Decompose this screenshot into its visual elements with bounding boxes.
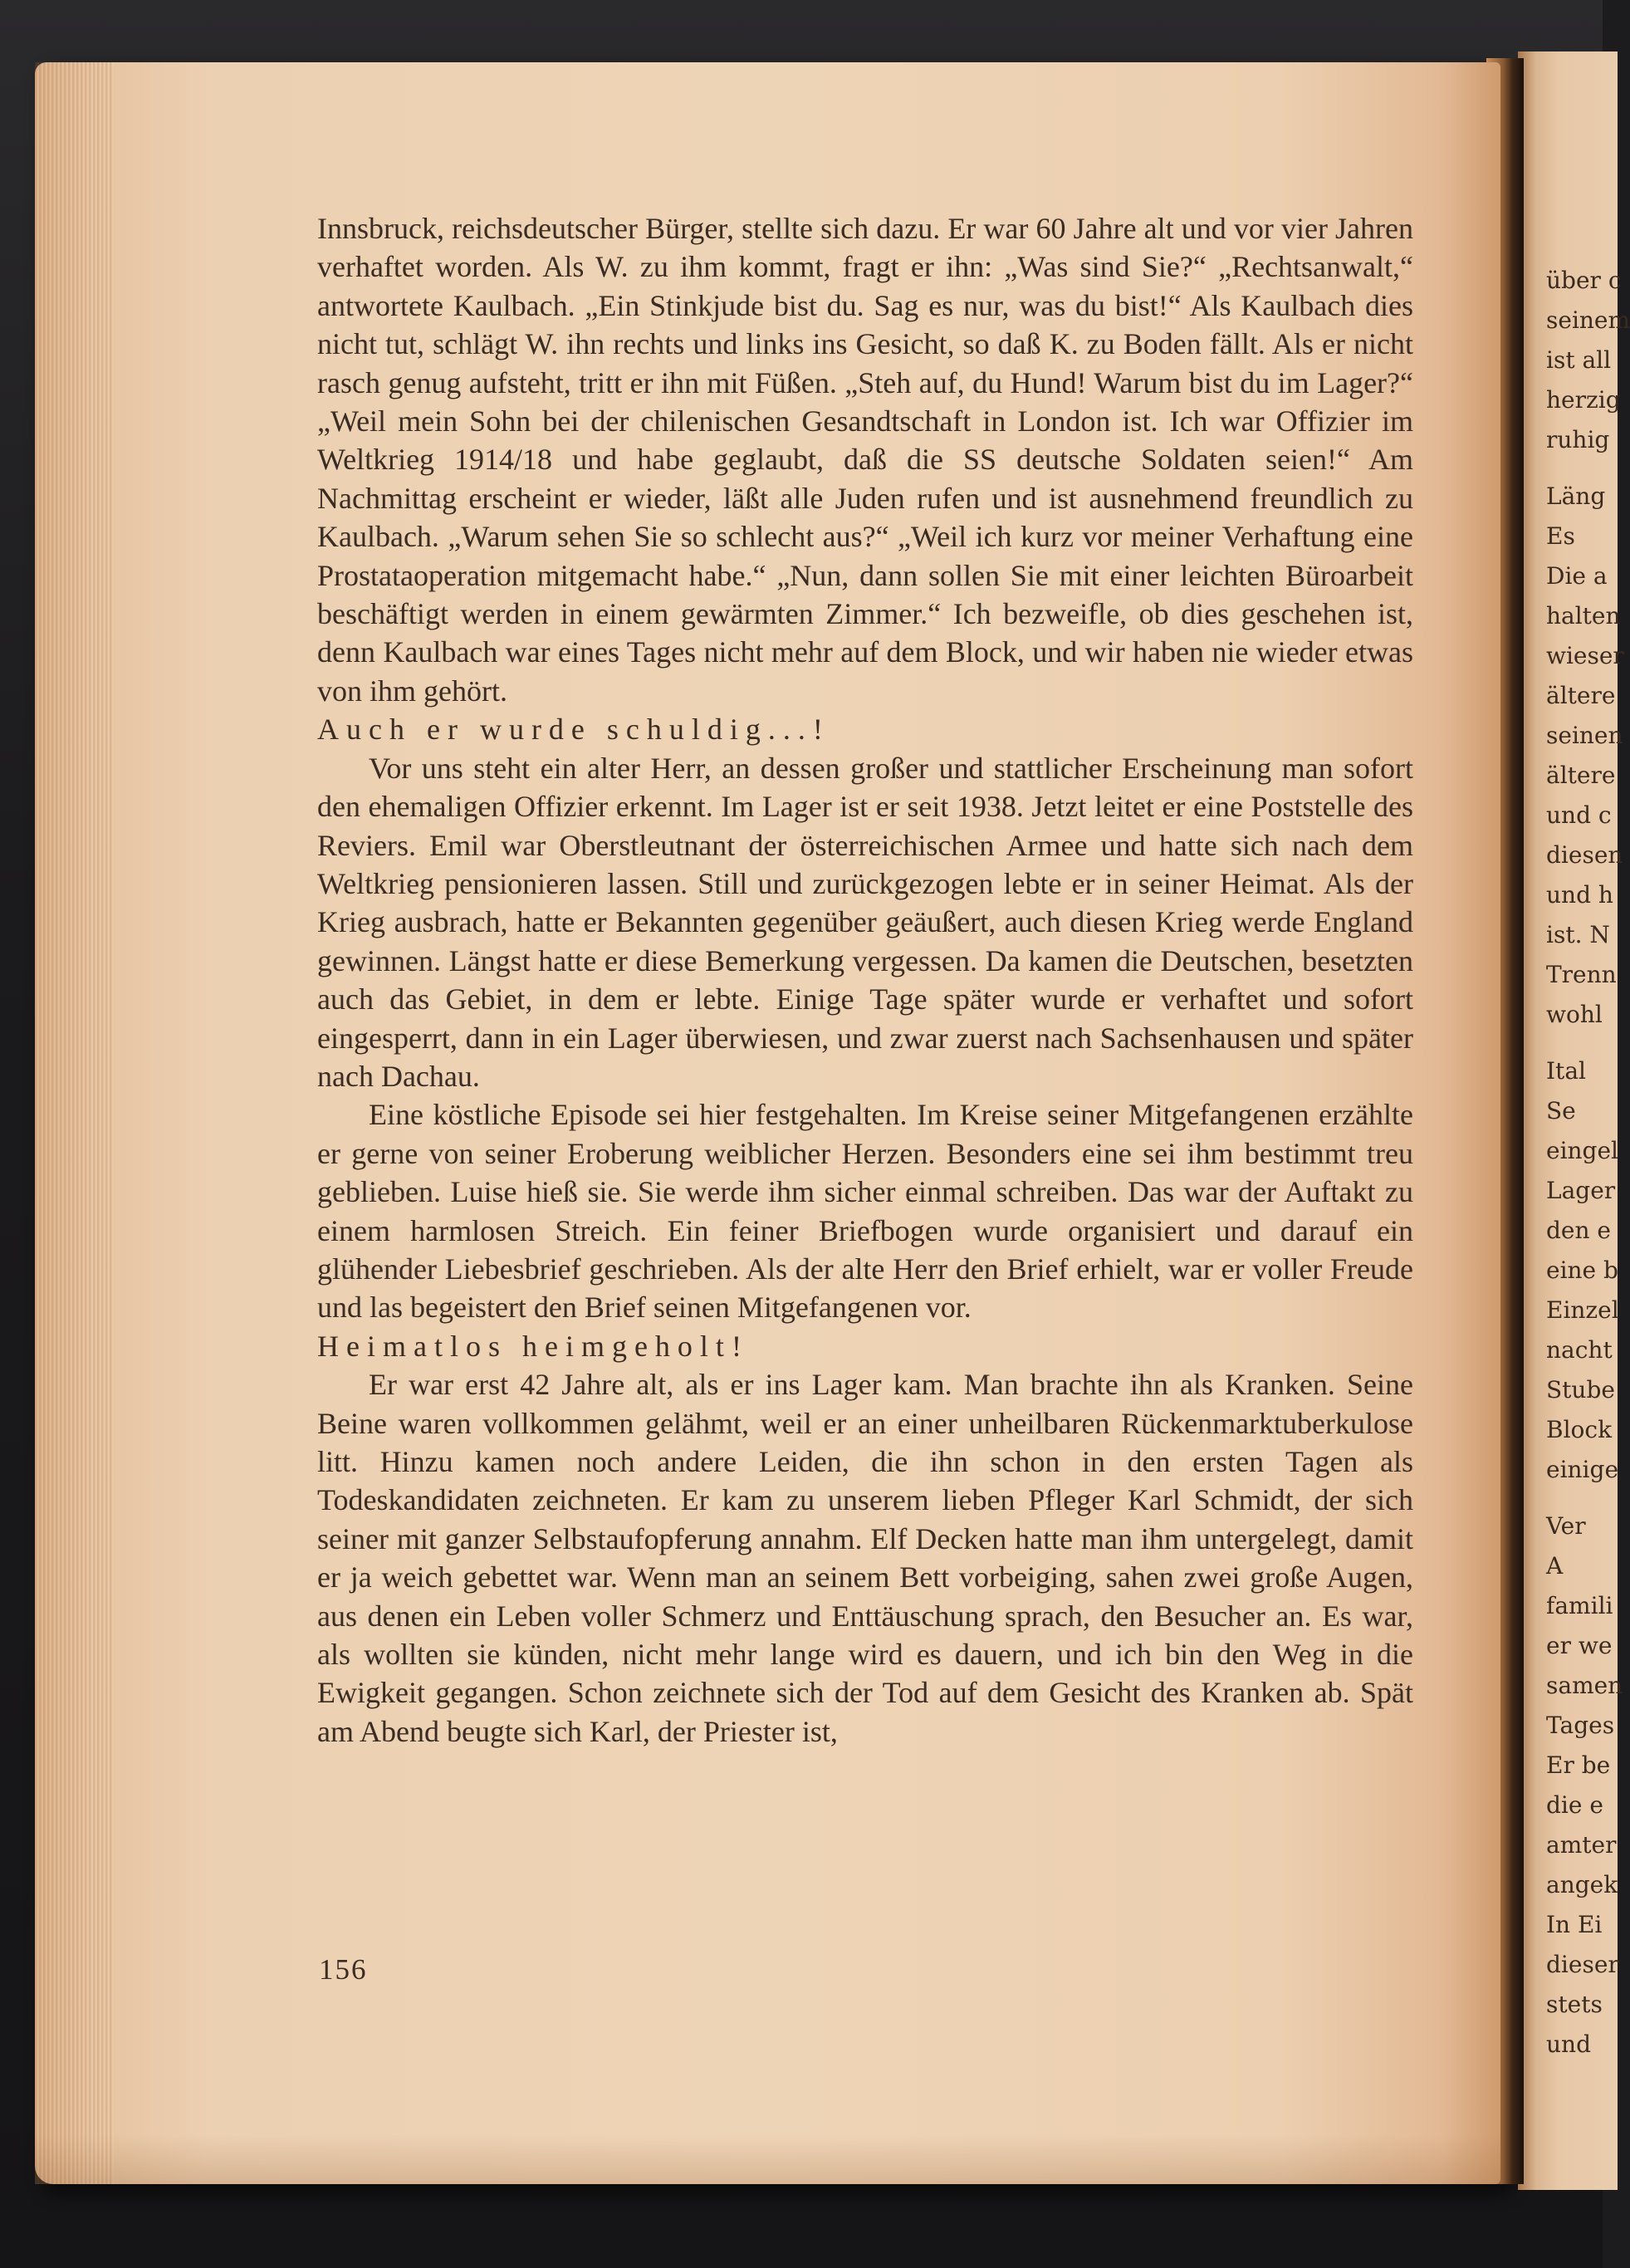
adjacent-page-fragment: die e	[1546, 1791, 1603, 1819]
adjacent-page-fragment: ist. N	[1546, 921, 1610, 948]
adjacent-page-fragment: eingel	[1546, 1137, 1619, 1164]
adjacent-page-fragment: er we	[1546, 1632, 1613, 1659]
adjacent-page-fragment: famili	[1546, 1592, 1613, 1619]
adjacent-page-fragment: ältere	[1546, 762, 1616, 789]
adjacent-page-fragment: In Ei	[1546, 1911, 1603, 1938]
adjacent-page-fragment: Es	[1546, 522, 1575, 550]
adjacent-page-fragment: ältere	[1546, 682, 1616, 709]
adjacent-page-fragment: und	[1546, 2030, 1591, 2058]
paragraph-episode: Eine köstliche Episode sei hier festgehalten. Im Kreise seiner Mitgefangenen erzählte er gerne von seiner Eroberung weiblicher Herzen. Besonders eine sei ihm bestimmt treu geblieben. Luise hieß sie. Sie werde ihm sicher einmal schreiben. Das war der Auftakt zu einem harmlosen Streich. Ein feiner Briefbogen wurde organisiert und darauf ein glühender Liebesbrief geschrieben. Als der alte Herr den Brief erhielt, war er voller Freude und las begeistert den Brief seinen Mitgefangenen vor.	[317, 1098, 1413, 1325]
adjacent-page-fragment: Trenn	[1546, 961, 1617, 988]
section-heading-auch-er-wurde-schuldig: Auch er wurde schuldig...!	[317, 713, 830, 747]
adjacent-page-fragment: Tages	[1546, 1712, 1615, 1739]
page-edge-left	[35, 62, 114, 2184]
paragraph-heimatlos: Er war erst 42 Jahre alt, als er ins Lager kam. Man brachte ihn als Kranken. Seine Beine waren vollkommen gelähmt, weil er an einer unheilbaren Rückenmarktuberkulose litt. Hinzu kamen noch andere Leiden, die ihn schon in den ersten Tagen als Todeskandidaten zeichneten. Er kam zu unserem lieben Pfleger Karl Schmidt, der sich seiner mit ganzer Selbstaufopferung annahm. Elf Decken hatte man ihm untergelegt, damit er ja weich gebettet war. Wenn man an seinem Bett vorbeiging, sahen zwei große Augen, aus denen ein Leben voller Schmerz und Enttäuschung sprach, den Besucher an. Es war, als wollten sie künden, nicht mehr lange wird es dauern, und ich bin den Weg in die Ewigkeit gegangen. Schon zeichnete sich der Tod auf dem Gesicht des Kranken ab. Spät am Abend beugte sich Karl, der Priester ist,	[317, 1368, 1413, 1748]
adjacent-page-fragment: halten	[1546, 602, 1621, 629]
page-number: 156	[319, 1953, 368, 1986]
page-body-text	[317, 209, 1413, 1751]
adjacent-page-fragment: den e	[1546, 1217, 1611, 1244]
adjacent-page-fragment: angek	[1546, 1871, 1618, 1898]
adjacent-page-fragment: ruhig	[1546, 426, 1610, 453]
adjacent-page-fragment: und c	[1546, 801, 1612, 829]
adjacent-page-fragment: ist all	[1546, 346, 1612, 374]
adjacent-page-fragment: Ital	[1546, 1057, 1586, 1085]
adjacent-page-fragment: seinen	[1546, 722, 1623, 749]
adjacent-page-fragment: seinem	[1546, 306, 1630, 334]
adjacent-page-fragment: wohl	[1546, 1001, 1603, 1028]
paragraph-kaulbach: Innsbruck, reichsdeutscher Bürger, stellte sich dazu. Er war 60 Jahre alt und vor vier Jahren verhaftet worden. Als W. zu ihm kommt, fragt er ihn: „Was sind Sie?“ „Rechtsanwalt,“ antwortete Kaulbach. „Ein Stinkjude bist du. Sag es nur, was du bist!“ Als Kaulbach dies nicht tut, schlägt W. ihn rechts und links ins Gesicht, so daß K. zu Boden fällt. Als er nicht rasch genug aufsteht, tritt er ihn mit Füßen. „Steh auf, du Hund! Warum bist du im Lager?“ „Weil mein Sohn bei der chilenischen Gesandtschaft in London ist. Ich war Offizier im Weltkrieg 1914/18 und habe geglaubt, daß die SS deutsche Soldaten seien!“ Am Nachmittag erscheint er wieder, läßt alle Juden rufen und ist ausnehmend freundlich zu Kaulbach. „Warum sehen Sie so schlecht aus?“ „Weil ich kurz vor meiner Verhaftung eine Prostataoperation mitgemacht habe.“ „Nun, dann sollen Sie mit einer leichten Büroarbeit beschäftigt werden in einem gewärmten Zimmer.“ Ich bezweifle, ob dies geschehen ist, denn Kaulbach war eines Tages nicht mehr auf dem Block, und wir haben nie wieder etwas von ihm gehört.	[317, 212, 1413, 708]
adjacent-page-fragment: einige	[1546, 1456, 1619, 1483]
adjacent-page	[1518, 51, 1630, 2190]
page-edge-bottom	[35, 2134, 1500, 2184]
adjacent-page-fragment: Ver	[1546, 1512, 1586, 1540]
adjacent-page-fragment: über c	[1546, 267, 1622, 294]
adjacent-page-fragment: A	[1546, 1552, 1564, 1580]
adjacent-page-fragment: Lager	[1546, 1177, 1616, 1204]
adjacent-page-fragment: nacht	[1546, 1336, 1613, 1364]
paragraph-emil: Vor uns steht ein alter Herr, an dessen großer und stattlicher Erscheinung man sofort den ehemaligen Offizier erkennt. Im Lager ist er seit 1938. Jetzt leitet er eine Poststelle des Reviers. Emil war Oberstleutnant der österreichischen Armee und hatte sich nach dem Weltkrieg pensionieren lassen. Still und zurückgezogen lebte er in seiner Heimat. Als der Krieg ausbrach, hatte er Bekannten gegenüber geäußert, auch diesen Krieg werde England gewinnen. Längst hatte er diese Bemerkung vergessen. Da kamen die Deutschen, besetzten auch das Gebiet, in dem er lebte. Einige Tage später wurde er verhaftet und sofort eingesperrt, dann in ein Lager überwiesen, und zwar zuerst nach Sachsenhausen und später nach Dachau.	[317, 751, 1413, 1093]
adjacent-page-fragment: Er be	[1546, 1751, 1611, 1779]
adjacent-page-fragment: eine b	[1546, 1256, 1618, 1284]
adjacent-page-fragment: und h	[1546, 881, 1613, 909]
adjacent-page-fragment: dieser	[1546, 1951, 1619, 1978]
adjacent-page-fragment: Stube	[1546, 1376, 1615, 1403]
adjacent-page-fragment: herzig	[1546, 386, 1621, 414]
adjacent-page-fragment: Läng	[1546, 483, 1606, 510]
adjacent-page-fragment: stets	[1546, 1991, 1603, 2018]
adjacent-page-fragment: samen	[1546, 1672, 1623, 1699]
adjacent-page-fragment: diesen	[1546, 841, 1623, 869]
adjacent-page-fragment: wieser	[1546, 642, 1624, 669]
adjacent-page-fragment: Block	[1546, 1416, 1613, 1443]
adjacent-page-fragment: Se	[1546, 1097, 1576, 1124]
adjacent-page-fragment: Die a	[1546, 562, 1608, 590]
section-heading-heimatlos-heimgeholt: Heimatlos heimgeholt!	[317, 1329, 749, 1363]
adjacent-page-fragment: Einzel	[1546, 1296, 1619, 1324]
adjacent-page-fragment: amter	[1546, 1831, 1617, 1859]
